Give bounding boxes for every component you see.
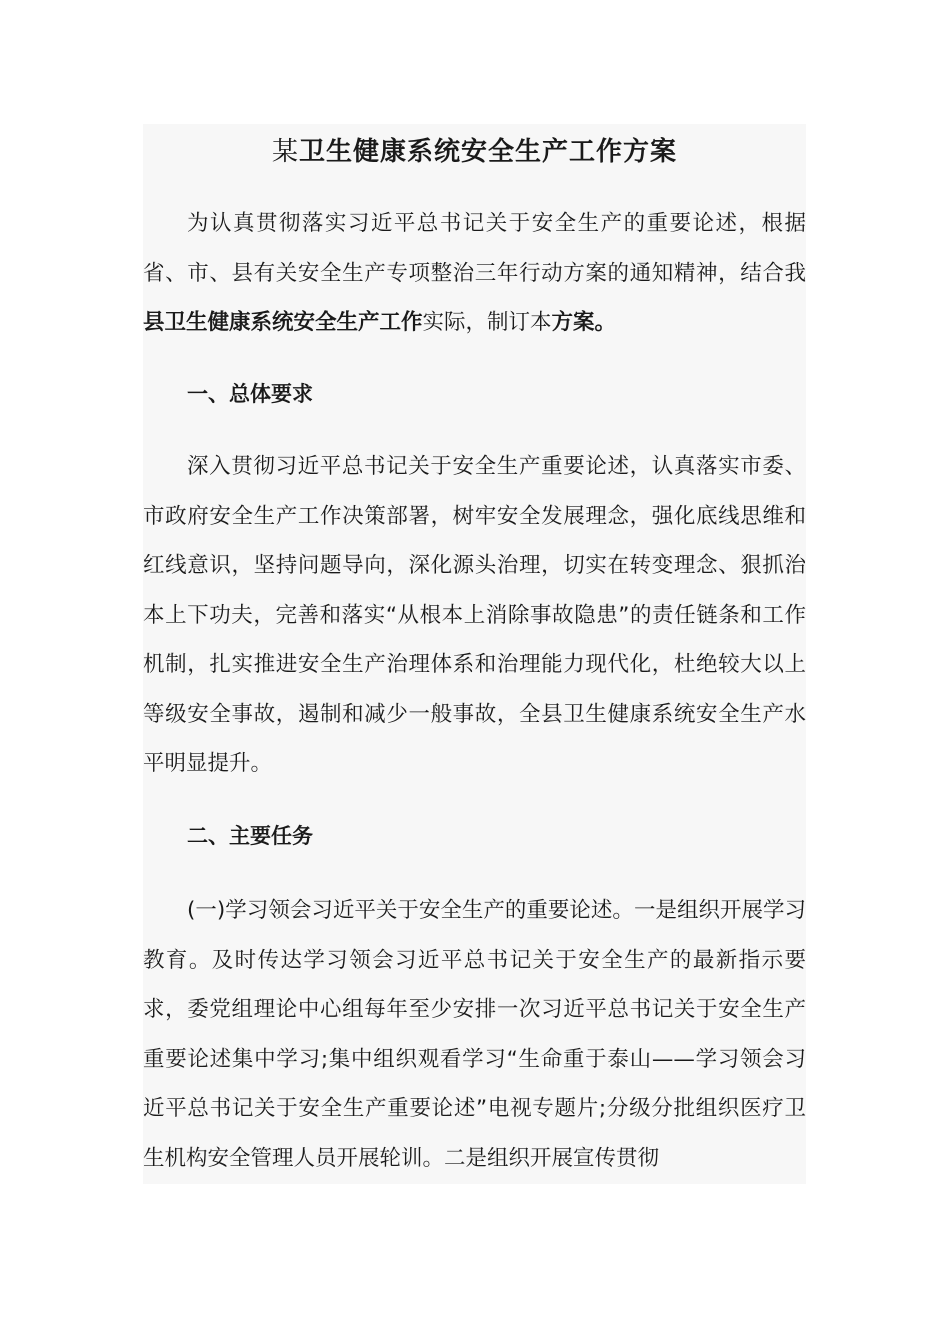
intro-paragraph <box>143 199 806 348</box>
document-title <box>143 130 806 174</box>
document-page <box>143 124 806 1184</box>
section-heading-1: 一、总体要求 <box>187 382 313 406</box>
intro-text-4: 方案。 <box>551 310 617 335</box>
title-prefix: 某 <box>271 137 299 167</box>
section-heading-2: 二、主要任务 <box>187 824 313 848</box>
intro-text-3: 实际，制订本 <box>422 310 552 335</box>
intro-text-2: 县卫生健康系统安全生产工作 <box>143 310 423 335</box>
section-body-1: 深入贯彻习近平总书记关于安全生产重要论述，认真落实市委、市政府安全生产工作决策部署，树牢安全发展理念，强化底线思维和红线意识，坚持问题导向，深化源头治理，切实在转变理念、狠抓治本上下功夫，完善和落实“从根本上消除事故隐患”的责任链条和工作机制，扎实推进安全生产治理体系和治理能力现代化，杜绝较大以上等级安全事故，遏制和减少一般事故，全县卫生健康系统安全生产水平明显提升。 <box>143 454 806 776</box>
title-main: 卫生健康系统安全生产工作方案 <box>299 137 678 167</box>
intro-text-1: 为认真贯彻落实习近平总书记关于安全生产的重要论述，根据省、市、县有关安全生产专项整治三年行动方案的通知精神，结合我 <box>143 211 806 286</box>
section-body-2: (一)学习领会习近平关于安全生产的重要论述。一是组织开展学习教育。及时传达学习领会习近平总书记关于安全生产的最新指示要求，委党组理论中心组每年至少安排一次习近平总书记关于安全生产重要论述集中学习;集中组织观看学习“生命重于泰山——学习领会习近平总书记关于安全生产重要论述”电视专题片;分级分批组织医疗卫生机构安全管理人员开展轮训。二是组织开展宣传贯彻 <box>143 898 806 1171</box>
